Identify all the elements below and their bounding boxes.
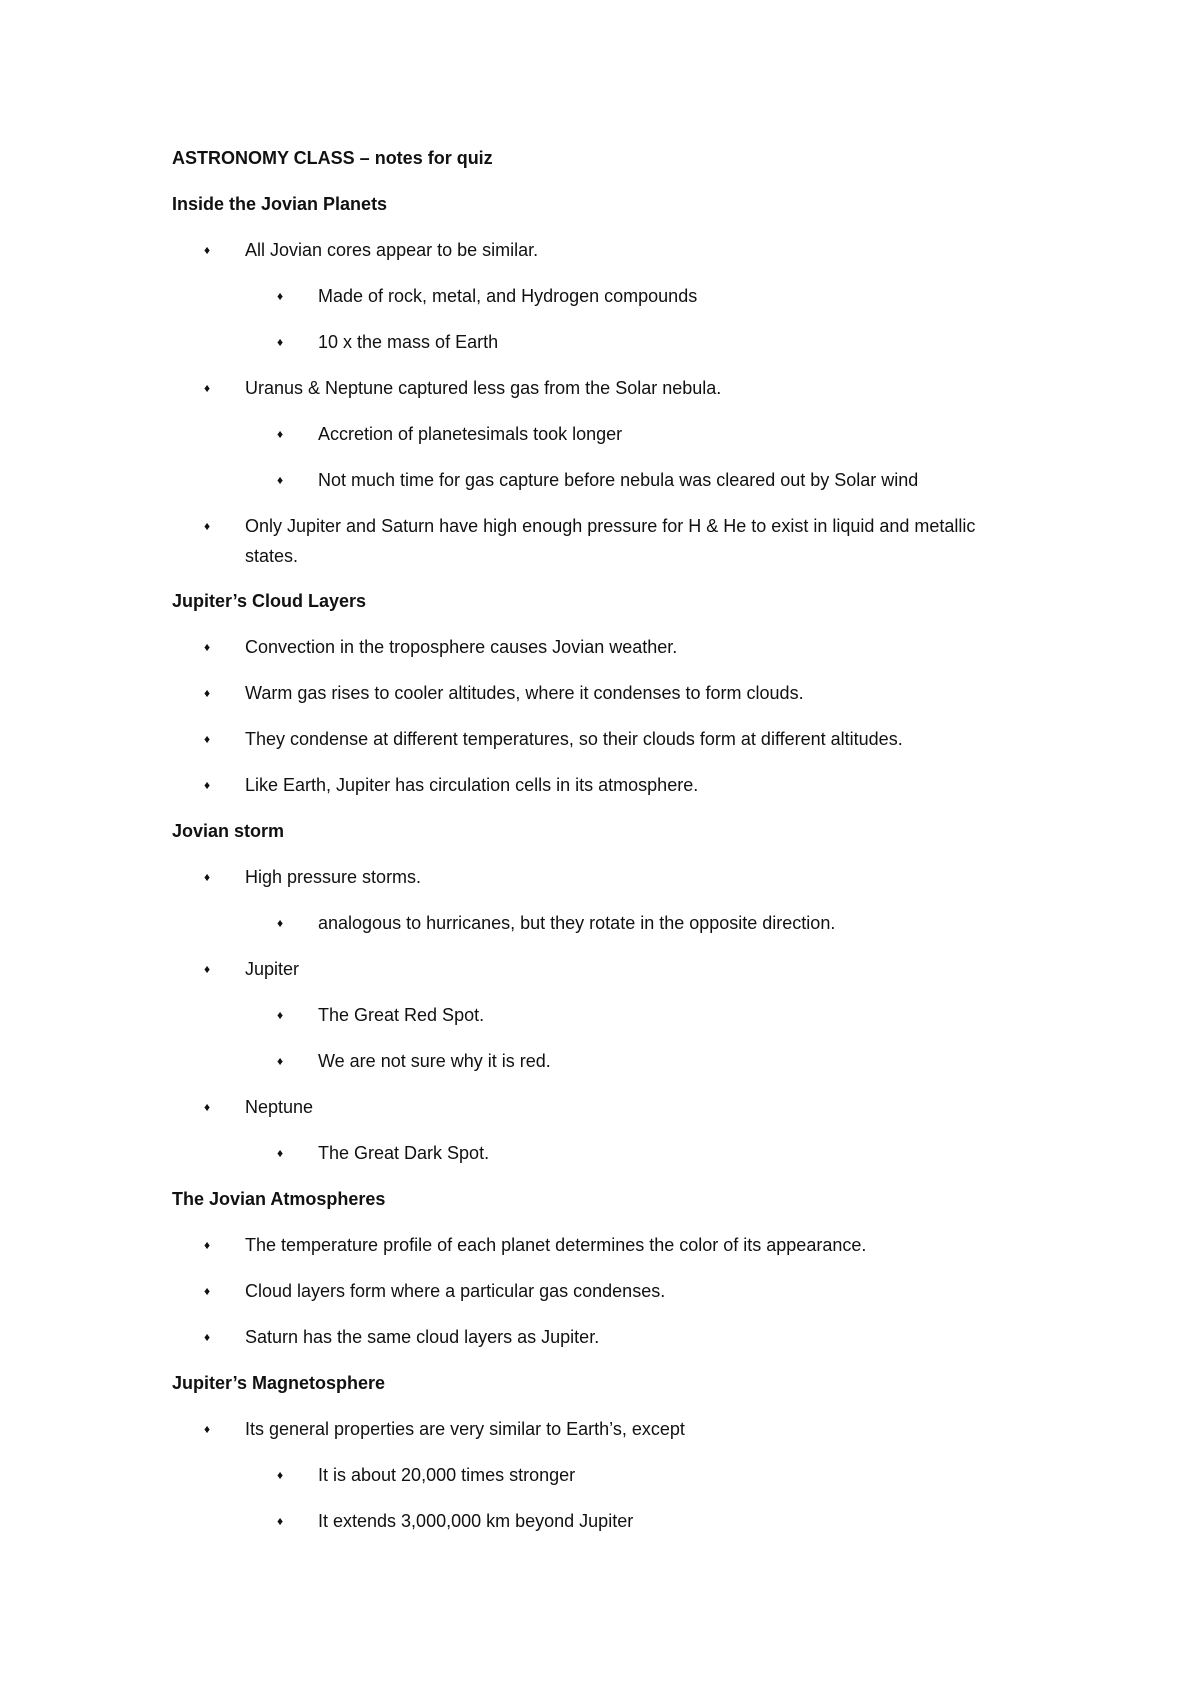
bullet-icon: ♦	[204, 243, 211, 257]
bullet-icon: ♦	[277, 1514, 284, 1528]
bullet-icon: ♦	[204, 1330, 211, 1344]
bullet-icon: ♦	[277, 1468, 284, 1482]
bullet-icon: ♦	[204, 1284, 211, 1298]
bullet-icon: ♦	[204, 1238, 211, 1252]
bullet-icon: ♦	[204, 686, 211, 700]
document-page: ASTRONOMY CLASS – notes for quiz Inside the Jovian Planets ♦ All Jovian cores appear to be similar. ♦ Made of rock, metal, and Hydrogen compounds ♦ 10 x the mass of Earth ♦ Uranus & Neptune captured less gas from the Solar nebula. ♦ Accretion of planetesimals took longer ♦ Not much time for gas capture before nebula was cleared out by Solar wind ♦ Only Jupiter and Saturn have high enough pressure for H & He to exist in liquid and metallic states. Jupiter’s Cloud Layers ♦ Convection in the troposphere causes Jovian weather. ♦ Warm gas rises to cooler altitudes, where it condenses to form clouds. ♦ They condense at different temperatures, so their clouds form at different altitudes. ♦ Like Earth, Jupiter has circulation cells in its atmosphere. Jovian storm ♦ High pressure storms. ♦ analogous to hurricanes, but they rotate in the opposite direction. ♦ Jupiter ♦ The Great Red Spot. ♦ We are not sure why it is red. ♦ Neptune ♦ The Great Dark Spot. The Jovian Atmospheres ♦ The temperature profile of each planet determines the color of its appearance. ♦ Cloud layers form where a particular gas condenses. ♦ Saturn has the same cloud layers as Jupiter. Jupiter’s Magnetosphere ♦ Its general properties are very similar to Earth’s, except ♦ It is about 20,000 times stronger ♦ It extends 3,000,000 km beyond Jupiter	[0, 0, 1200, 1698]
section-heading: The Jovian Atmospheres	[172, 1189, 386, 1209]
bullet-icon: ♦	[204, 1422, 211, 1436]
section-heading: Jovian storm	[172, 821, 285, 841]
bullet-icon: ♦	[204, 381, 211, 395]
section-heading: Inside the Jovian Planets	[172, 194, 388, 214]
bullet-icon: ♦	[204, 962, 211, 976]
bullet-icon: ♦	[204, 732, 211, 746]
bullet-icon: ♦	[204, 1100, 211, 1114]
bullet-icon: ♦	[204, 640, 211, 654]
bullet-icon: ♦	[277, 1008, 284, 1022]
bullet-icon: ♦	[277, 427, 284, 441]
section-heading: Jupiter’s Magnetosphere	[172, 1373, 386, 1393]
bullet-icon: ♦	[277, 1054, 284, 1068]
bullet-icon: ♦	[277, 916, 284, 930]
bullet-icon: ♦	[277, 289, 284, 303]
section-heading: Jupiter’s Cloud Layers	[172, 591, 367, 611]
bullet-icon: ♦	[277, 1146, 284, 1160]
bullet-icon: ♦	[204, 519, 211, 533]
bullet-icon: ♦	[277, 473, 284, 487]
page-title: ASTRONOMY CLASS – notes for quiz	[172, 148, 493, 168]
bullet-icon: ♦	[204, 870, 211, 884]
bullet-icon: ♦	[204, 778, 211, 792]
bullet-icon: ♦	[277, 335, 284, 349]
